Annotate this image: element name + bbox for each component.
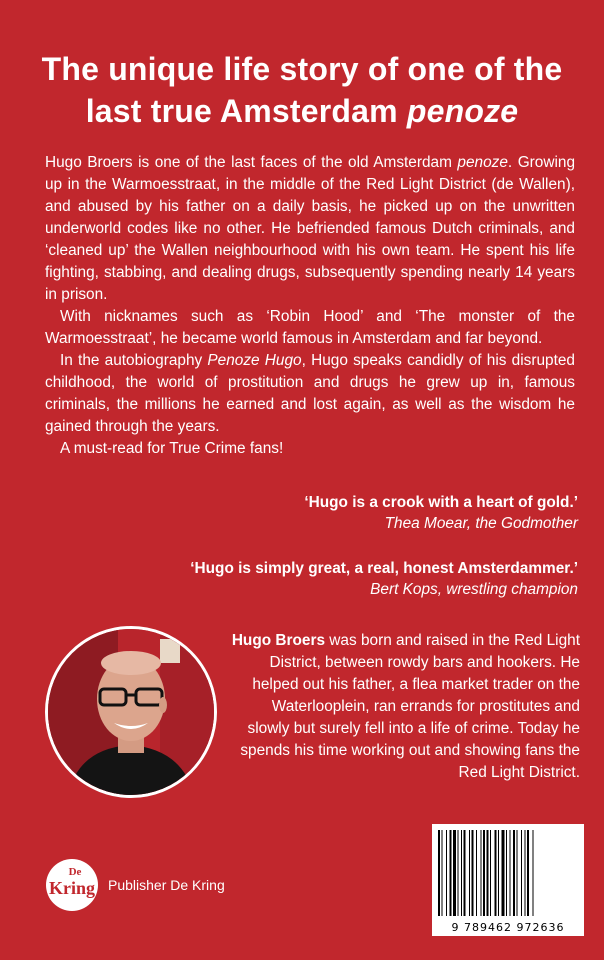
quote-1-author: Thea Moear, the Godmother [384,515,578,532]
book-title: Penoze Hugo [207,352,302,369]
blurb-paragraph-1: Hugo Broers is one of the last faces of the old Amsterdam penoze. Growing up in the Warmoesstraat, in the middle of the Red Light District (de Wallen), and abused by his father on a daily basis, he picked up on the unwritten underworld codes like no other. He befriended famous Dutch criminals, and ‘cleaned up’ the Wallen neighbourhood with his own team. He spent his life fighting, stabbing, and dealing drugs, subsequently spending nearly 14 years in prison. [45,154,576,303]
publisher-logo [45,858,99,912]
quote-2-author: Bert Kops, wrestling champion [370,581,578,598]
author-portrait-image [48,629,214,795]
isbn-barcode [432,824,584,936]
quote-1 [304,492,578,534]
title-line-2: last true Amsterdam penoze [85,93,519,129]
back-cover-title [20,48,584,132]
quote-1-text: ‘Hugo is a crook with a heart of gold.’ [304,494,578,511]
isbn-number: 9 789462 972636 [451,921,565,934]
publisher-name: Publisher De Kring [108,877,225,893]
blurb [45,152,575,460]
author-name: Hugo Broers [231,632,326,649]
title-italic-word: penoze [406,93,519,129]
author-bio-text: was born and raised in the Red Light District, between rowdy bars and hookers. He helped out his father, a flea market trader on the Waterlooplein, ran errands for prostitutes and slowly but surely fell into a life of crime. Today he spends his time working out and showing fans the Red Light District. [240,632,580,781]
logo-de-text: De [68,866,82,878]
logo-kring-text: Kring [48,878,96,898]
blurb-paragraph-3: In the autobiography Penoze Hugo, Hugo speaks candidly of his disrupted childhood, the world of prostitution and drugs he grew up in, famous criminals, the millions he earned and lost again, as well as the wisdom he gained through the years. [45,352,575,435]
author-photo [45,626,217,798]
title-line-1: The unique life story of one of the [41,51,563,87]
quote-2 [190,558,578,600]
author-bio [228,630,580,784]
barcode-bars [432,824,584,920]
blurb-paragraph-4: A must-read for True Crime fans! [60,440,284,457]
blurb-paragraph-2: With nicknames such as ‘Robin Hood’ and ‘The monster of the Warmoesstraat’, he became world famous in Amsterdam and far beyond. [45,308,575,347]
quote-2-text: ‘Hugo is simply great, a real, honest Amsterdammer.’ [190,560,578,577]
